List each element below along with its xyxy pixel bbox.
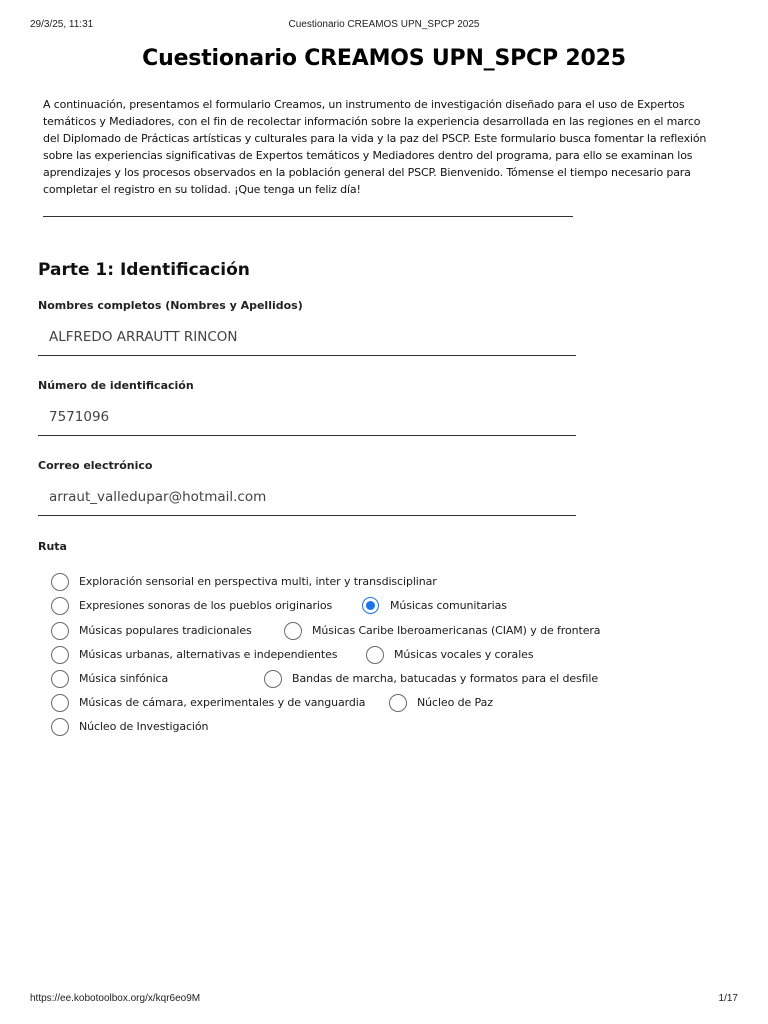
id-number-field[interactable]: 7571096 [38,400,576,436]
radio-option-label: Músicas urbanas, alternativas e independientes [79,648,338,661]
id-number-field-label: Número de identificación [38,379,194,392]
radio-option-label: Músicas de cámara, experimentales y de vanguardia [79,696,366,709]
radio-option-label: Bandas de marcha, batucadas y formatos para el desfile [292,672,598,685]
radio-option-label: Música sinfónica [79,672,169,685]
ruta-label: Ruta [38,540,67,553]
radio-button[interactable] [284,622,302,640]
section-title: Parte 1: Identificación [38,260,250,280]
intro-divider [43,216,573,217]
radio-button[interactable] [51,622,69,640]
radio-button[interactable] [51,718,69,736]
radio-button[interactable] [51,597,69,615]
print-footer [30,993,738,1007]
print-url: https://ee.kobotoolbox.org/x/kqr6eo9M [30,993,201,1004]
print-datetime: 29/3/25, 11:31 [30,19,94,30]
name-field-label: Nombres completos (Nombres y Apellidos) [38,299,303,312]
name-field[interactable]: ALFREDO ARRAUTT RINCON [38,320,576,356]
radio-option-label: Músicas populares tradicionales [79,624,252,637]
radio-button[interactable] [51,646,69,664]
radio-option-label: Expresiones sonoras de los pueblos originarios [79,599,333,612]
radio-option-label: Músicas vocales y corales [394,648,534,661]
radio-button[interactable] [389,694,407,712]
print-header [30,19,738,33]
radio-option-label: Núcleo de Paz [417,696,493,709]
radio-option-label: Núcleo de Investigación [79,720,209,733]
form-intro: A continuación, presentamos el formulario Creamos, un instrumento de investigación diseñado para el uso de Expertos temáticos y Mediadores, con el fin de recolectar información sobre la experiencia desarrollada en las regiones en el marco del Diplomado de Prácticas artísticas y culturales para la vida y la paz del PSCP. Este formulario busca fomentar la reflexión sobre las experiencias significativas de Expertos temáticos y Mediadores dentro del programa, para ello se examinan los aprendizajes y los procesos observados en la población general del PSCP. Bienvenido. Tómense el tiempo necesario para completar el registro en su tolidad. ¡Que tenga un feliz día! [43,98,707,196]
form-title: Cuestionario CREAMOS UPN_SPCP 2025 [142,46,626,71]
print-doc-title: Cuestionario CREAMOS UPN_SPCP 2025 [288,19,480,30]
print-page-number: 1/17 [718,993,738,1004]
radio-button[interactable] [366,646,384,664]
email-field[interactable]: arraut_valledupar@hotmail.com [38,480,576,516]
radio-option-label: Exploración sensorial en perspectiva multi, inter y transdisciplinar [79,575,437,588]
radio-button[interactable] [51,573,69,591]
radio-option-label: Músicas comunitarias [390,599,507,612]
radio-button[interactable] [51,670,69,688]
email-field-label: Correo electrónico [38,459,153,472]
radio-button[interactable] [51,694,69,712]
radio-button[interactable] [362,597,379,614]
radio-option-label: Músicas Caribe Iberoamericanas (CIAM) y de frontera [312,624,601,637]
radio-button[interactable] [264,670,282,688]
